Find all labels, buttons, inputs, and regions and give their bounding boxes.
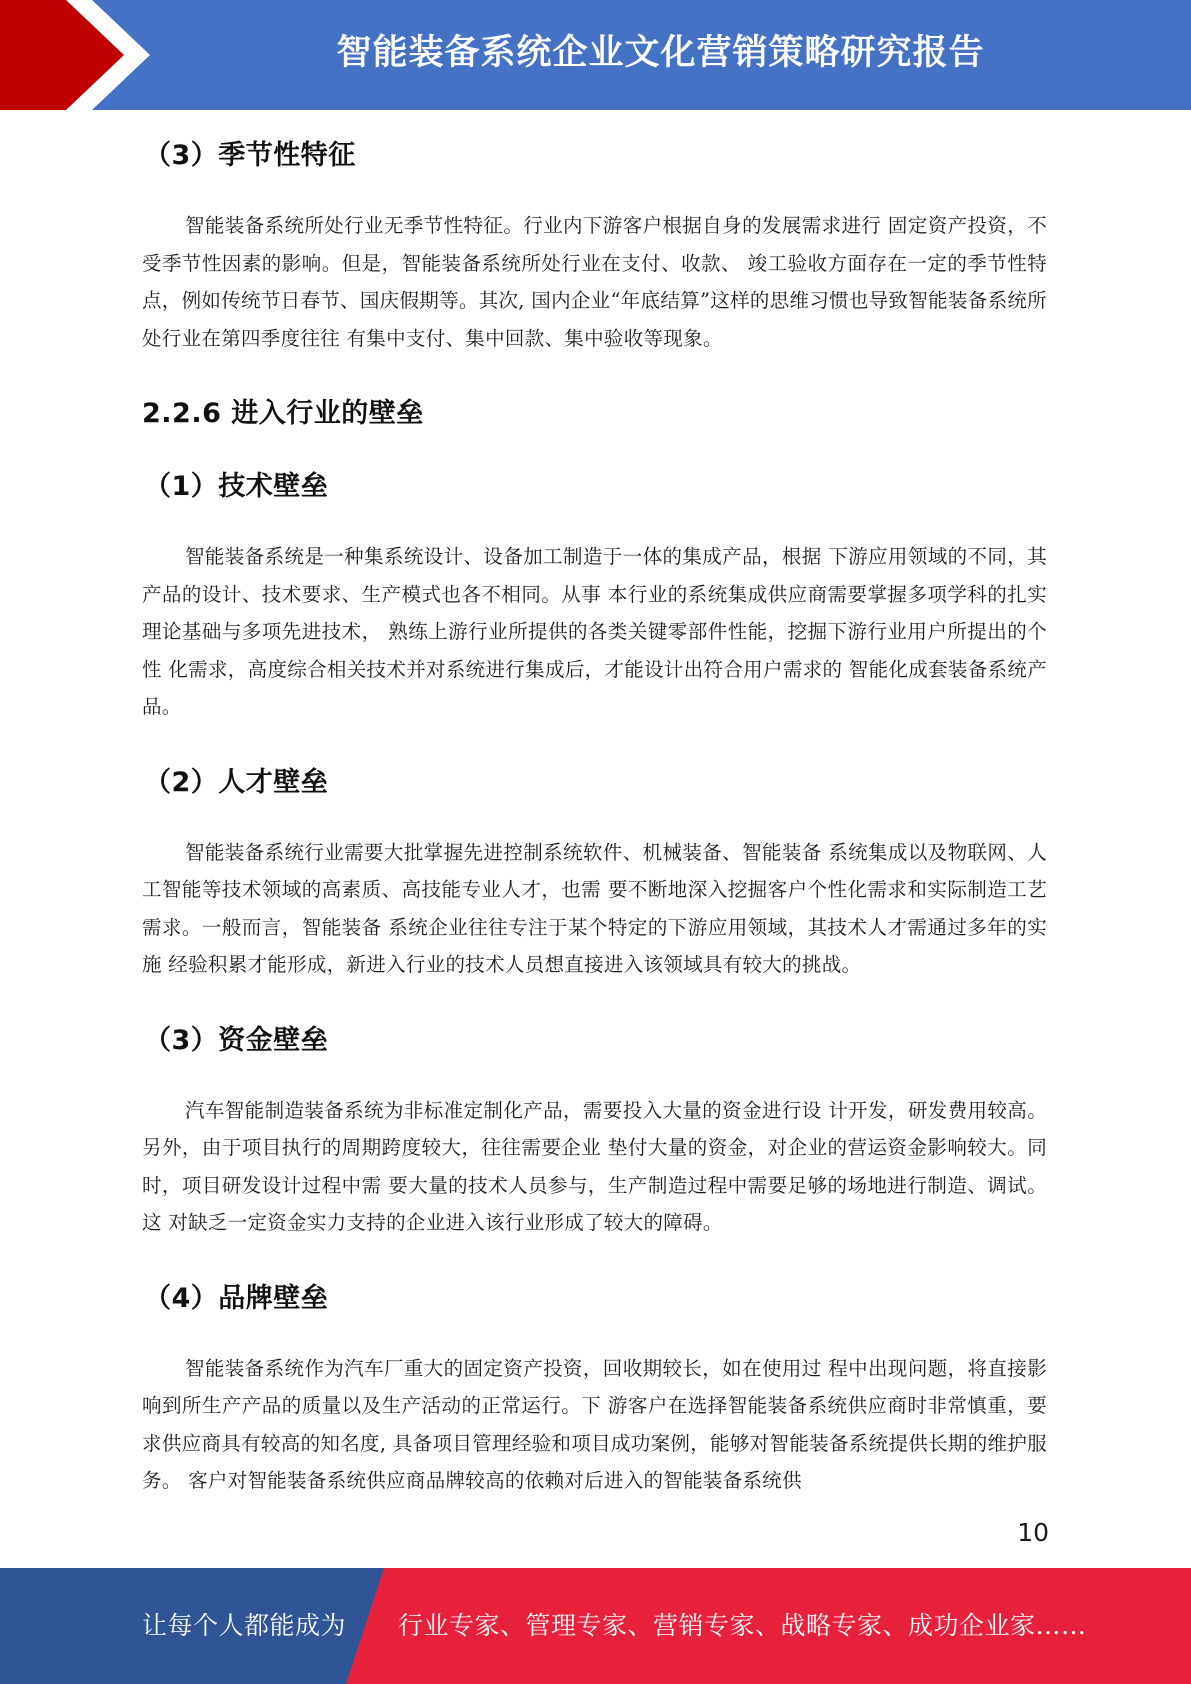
paragraph-talent-barrier: 智能装备系统行业需要大批掌握先进控制系统软件、机械装备、智能装备 系统集成以及物联网、人工智能等技术领域的高素质、高技能专业人才，也需 要不断地深入挖掘客户个性化需求和实际制造工艺需求。一般而言，智能装备 系统企业往往专注于某个特定的下游应用领域，其技术人才需通过多年的实施 经验积累才能形成，新进入行业的技术人员想直接进入该领域具有较大的挑战。 [142,840,1047,976]
document-title: 智能装备系统企业文化营销策略研究报告 [336,33,985,73]
paragraph-capital-barrier: 汽车智能制造装备系统为非标准定制化产品，需要投入大量的资金进行设 计开发，研发费用较高。另外，由于项目执行的周期跨度较大，往往需要企业 垫付大量的资金，对企业的营运资金影响较大。同时，项目研发设计过程中需 要大量的技术人员参与，生产制造过程中需要足够的场地进行制造、调试。这 对缺乏一定资金实力支持的企业进入该行业形成了较大的障碍。 [142,1098,1047,1234]
subheading-capital-barrier: （3）资金壁垒 [144,1024,329,1056]
subheading-talent-barrier: （2）人才壁垒 [144,766,329,798]
footer-banner [0,1568,1191,1684]
subheading-brand-barrier: （4）品牌壁垒 [144,1282,329,1314]
footer-slogan-roles: 行业专家、管理专家、营销专家、战略专家、成功企业家…… [398,1611,1087,1640]
document-body [142,130,1047,1500]
paragraph-seasonality: 智能装备系统所处行业无季节性特征。行业内下游客户根据自身的发展需求进行 固定资产投资，不受季节性因素的影响。但是，智能装备系统所处行业在支付、收款、 竣工验收方面存在一定的季节性特点，例如传统节日春节、国庆假期等。其次, 国内企业“年底结算”这样的思维习惯也导致智能装备系统所处行业在第四季度往往 有集中支付、集中回款、集中验收等现象。 [142,214,1047,350]
paragraph-technical-barrier: 智能装备系统是一种集系统设计、设备加工制造于一体的集成产品，根据 下游应用领域的不同，其产品的设计、技术要求、生产模式也各不相同。从事 本行业的系统集成供应商需要掌握多项学科的扎实理论基础与多项先进技术， 熟练上游行业所提供的各类关键零部件性能，挖掘下游行业用户所提出的个性 化需求，高度综合相关技术并对系统进行集成后，才能设计出符合用户需求的 智能化成套装备系统产品。 [142,545,1047,718]
paragraph-brand-barrier: 智能装备系统作为汽车厂重大的固定资产投资，回收期较长，如在使用过 程中出现问题，将直接影响到所生产产品的质量以及生产活动的正常运行。下 游客户在选择智能装备系统供应商时非常慎重，要求供应商具有较高的知名度, 具备项目管理经验和项目成功案例，能够对智能装备系统提供长期的维护服务。 客户对智能装备系统供应商品牌较高的依赖对后进入的智能装备系统供 [142,1356,1047,1492]
subheading-technical-barrier: （1）技术壁垒 [144,471,329,502]
footer-slogan-lead: 让每个人都能成为 [142,1611,347,1640]
page-number: 10 [1017,1518,1049,1547]
header-banner [0,0,1191,110]
section-heading-entry-barriers: 2.2.6 进入行业的壁垒 [142,398,424,429]
subheading-seasonality: （3）季节性特征 [144,140,356,171]
